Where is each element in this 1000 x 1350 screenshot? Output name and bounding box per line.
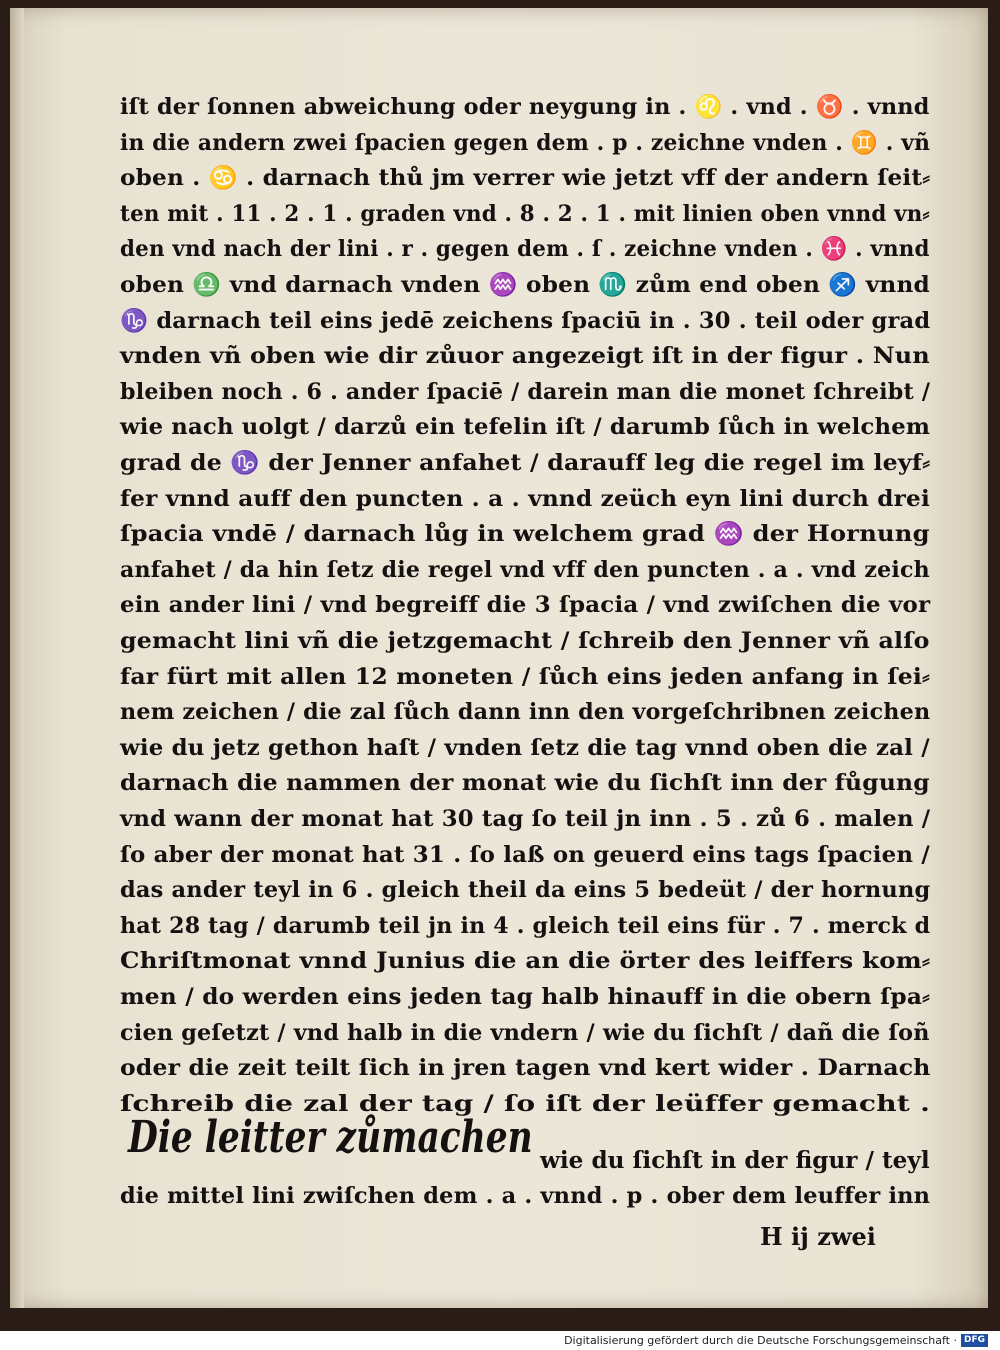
text-line: ♑ darnach teil eins jedē zeichens ſpaciū in . 30 . teil oder grad: [120, 307, 931, 334]
text-line: Chriſtmonat vnnd Junius die an die örter des leiffers kom⸗: [120, 948, 931, 975]
text-line: bleiben noch . 6 . ander ſpaciē / darein man die monet ſchreibt /: [120, 378, 931, 405]
text-line: vnd wann der monat hat 30 tag ſo teil jn inn . 5 . zů 6 . malen /: [120, 806, 931, 832]
text-line: hat 28 tag / darumb teil jn in 4 . gleich teil eins für . 7 . merck d: [120, 912, 931, 939]
text-line: darnach die nammen der monat wie du ſichſt inn der fůgung: [120, 770, 930, 797]
credit-text: Digitalisierung gefördert durch die Deutsche Forschungsgemeinschaft ·: [564, 1334, 957, 1347]
text-line: nem zeichen / die zal ſůch dann inn den vorgeſchribnen zeichen: [120, 699, 931, 726]
digitization-credit: [564, 1334, 988, 1347]
text-line: grad de ♑ der Jenner anfahet / darauff leg die regel im leyf⸗: [120, 450, 931, 476]
text-line-after-heading: die mittel lini zwiſchen dem . a . vnnd . p . ober dem leuffer inn: [120, 1183, 931, 1209]
text-line: ten mit . 11 . 2 . 1 . graden vnd . 8 . 2 . 1 . mit linien oben vnnd vn⸗: [120, 200, 930, 227]
heading-continuation: wie du ſichſt in der figur / teyl: [540, 1147, 930, 1174]
text-line: iſt der ſonnen abweichung oder neygung in . ♌ . vnd . ♉ . vnnd: [120, 94, 930, 120]
section-heading: Die leitter zůmachen: [128, 1112, 533, 1163]
text-line: ſpacia vndē / darnach lůg in welchem grad ♒ der Hornung: [120, 521, 930, 548]
text-line: das ander teyl in 6 . gleich theil da eins 5 bedeüt / der hornung: [120, 877, 931, 904]
text-line: ein ander lini / vnd begreiff die 3 ſpacia / vnd zwiſchen die vor: [120, 592, 931, 619]
text-line: den vnd nach der lini . r . gegen dem . ſ . zeichne vnden . ♓ . vnnd: [120, 236, 930, 263]
text-line: ſo aber der monat hat 31 . ſo laß on geuerd eins tags ſpacien /: [120, 841, 930, 868]
page-gutter: [10, 8, 24, 1308]
text-line: in die andern zwei ſpacien gegen dem . p . zeichne vnden . ♊ . vñ: [120, 129, 931, 156]
signature-catchword: H ij zwei: [760, 1222, 876, 1251]
text-line: oder die zeit teilt ſich in jren tagen vnd kert wider . Darnach: [120, 1055, 931, 1082]
text-line: anfahet / da hin ſetz die regel vnd vff den puncten . a . vnd zeich: [120, 556, 930, 583]
text-line: men / do werden eins jeden tag halb hinauff in die obern ſpa⸗: [120, 984, 931, 1010]
text-line: gemacht lini vñ die jetzgemacht / ſchreib den Jenner vñ alſo: [120, 628, 930, 654]
text-line: wie nach uolgt / darzů ein tefelin iſt / darumb ſůch in welchem: [120, 414, 931, 441]
dfg-logo: DFG: [961, 1334, 988, 1347]
text-line: oben ♎ vnd darnach vnden ♒ oben ♏ zům end oben ♐ vnnd: [120, 272, 930, 298]
text-line: vnden vñ oben wie dir zůuor angezeigt iſt in der figur . Nun: [120, 343, 930, 370]
text-line: cien geſetzt / vnd halb in die vndern / wie du ſichſt / dañ die ſoñ: [120, 1019, 930, 1046]
text-line: wie du jetz gethon haſt / vnden ſetz die tag vnnd oben die zal /: [120, 734, 930, 761]
text-line: ſchreib die zal der tag / ſo iſt der leüffer gemacht .: [120, 1090, 931, 1117]
text-line: far fürt mit allen 12 moneten / ſůch eins jeden anfang in ſei⸗: [120, 663, 931, 690]
text-line: oben . ♋ . darnach thů jm verrer wie jetzt vff der andern ſeit⸗: [120, 165, 931, 192]
text-line: fer vnnd auff den puncten . a . vnnd zeüch eyn lini durch drei: [120, 485, 931, 512]
